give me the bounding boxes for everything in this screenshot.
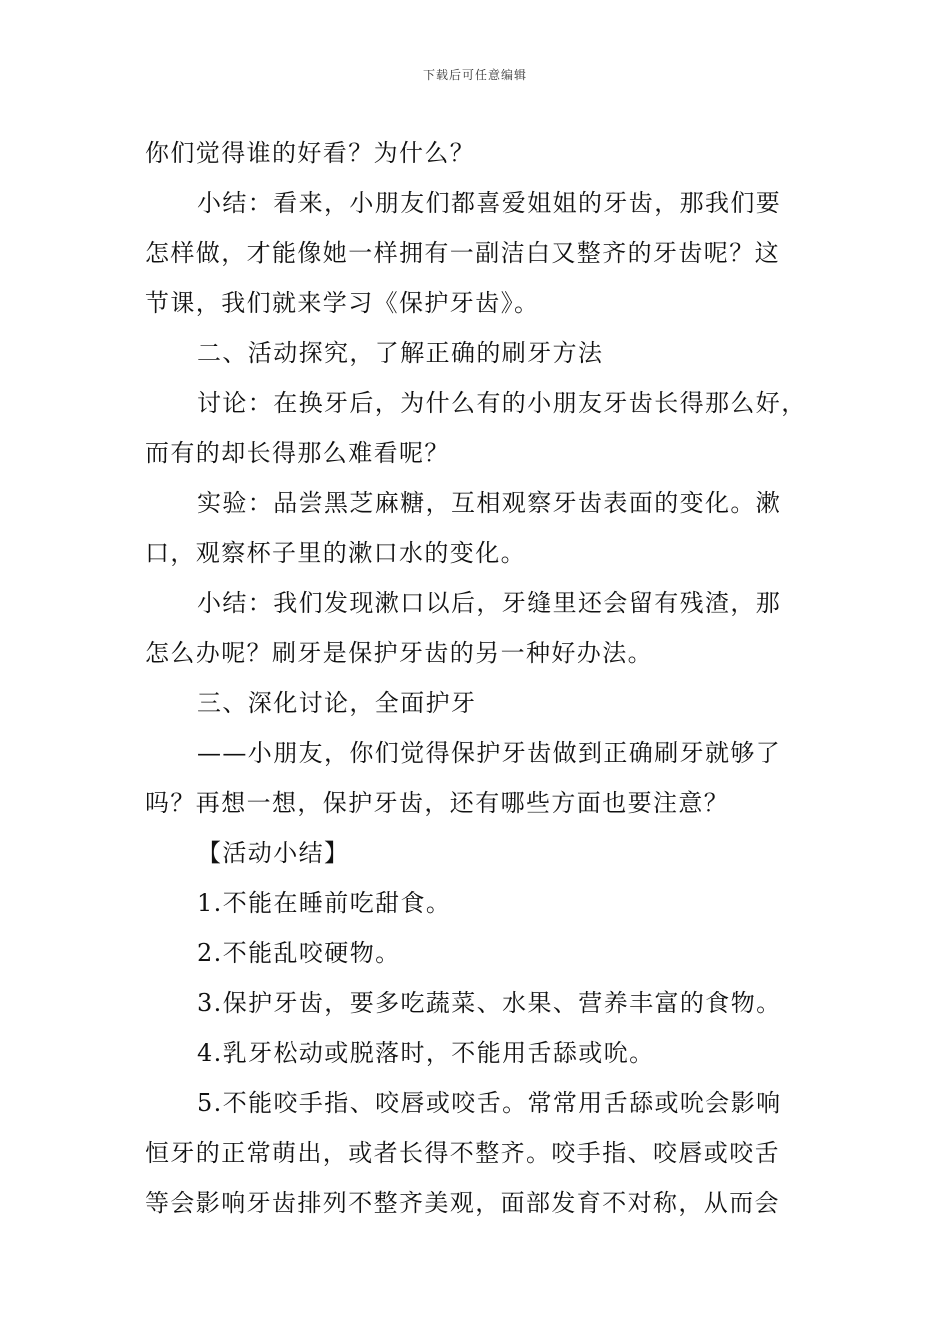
text-line: ——小朋友，你们觉得保护牙齿做到正确刷牙就够了 [197,739,782,767]
section-heading: 二、活动探究，了解正确的刷牙方法 [197,339,604,367]
text-line: 你们觉得谁的好看？为什么？ [145,139,476,167]
list-item: 2.不能乱咬硬物。 [197,939,401,967]
text-line: 而有的却长得那么难看呢？ [145,439,450,467]
text-line: 讨论：在换牙后，为什么有的小朋友牙齿长得那么好， [197,389,807,417]
text-line: 实验：品尝黑芝麻糖，互相观察牙齿表面的变化。漱 [197,489,782,517]
text-line: 恒牙的正常萌出，或者长得不整齐。咬手指、咬唇或咬舌 [145,1139,780,1167]
summary-heading: 【活动小结】 [197,839,350,867]
section-heading: 三、深化讨论，全面护牙 [197,689,477,717]
text-line: 怎样做，才能像她一样拥有一副洁白又整齐的牙齿呢？这 [145,239,780,267]
text-line: 节课，我们就来学习《保护牙齿》。 [145,289,540,317]
document-body [145,128,810,1228]
text-line: 怎么办呢？刷牙是保护牙齿的另一种好办法。 [145,639,653,667]
text-line: 小结：我们发现漱口以后，牙缝里还会留有残渣，那 [197,589,782,617]
list-item: 4.乳牙松动或脱落时，不能用舌舔或吮。 [197,1039,655,1067]
list-item: 5.不能咬手指、咬唇或咬舌。常常用舌舔或吮会影响 [197,1089,782,1117]
text-line: 小结：看来，小朋友们都喜爱姐姐的牙齿，那我们要 [197,189,782,217]
list-item: 1.不能在睡前吃甜食。 [197,889,452,917]
page-header: 下载后可任意编辑 [422,68,527,82]
text-line: 吗？再想一想，保护牙齿，还有哪些方面也要注意？ [145,789,730,817]
text-line: 口，观察杯子里的漱口水的变化。 [145,539,526,567]
text-line: 等会影响牙齿排列不整齐美观，面部发育不对称，从而会 [145,1189,780,1217]
list-item: 3.保护牙齿，要多吃蔬菜、水果、营养丰富的食物。 [197,989,782,1017]
